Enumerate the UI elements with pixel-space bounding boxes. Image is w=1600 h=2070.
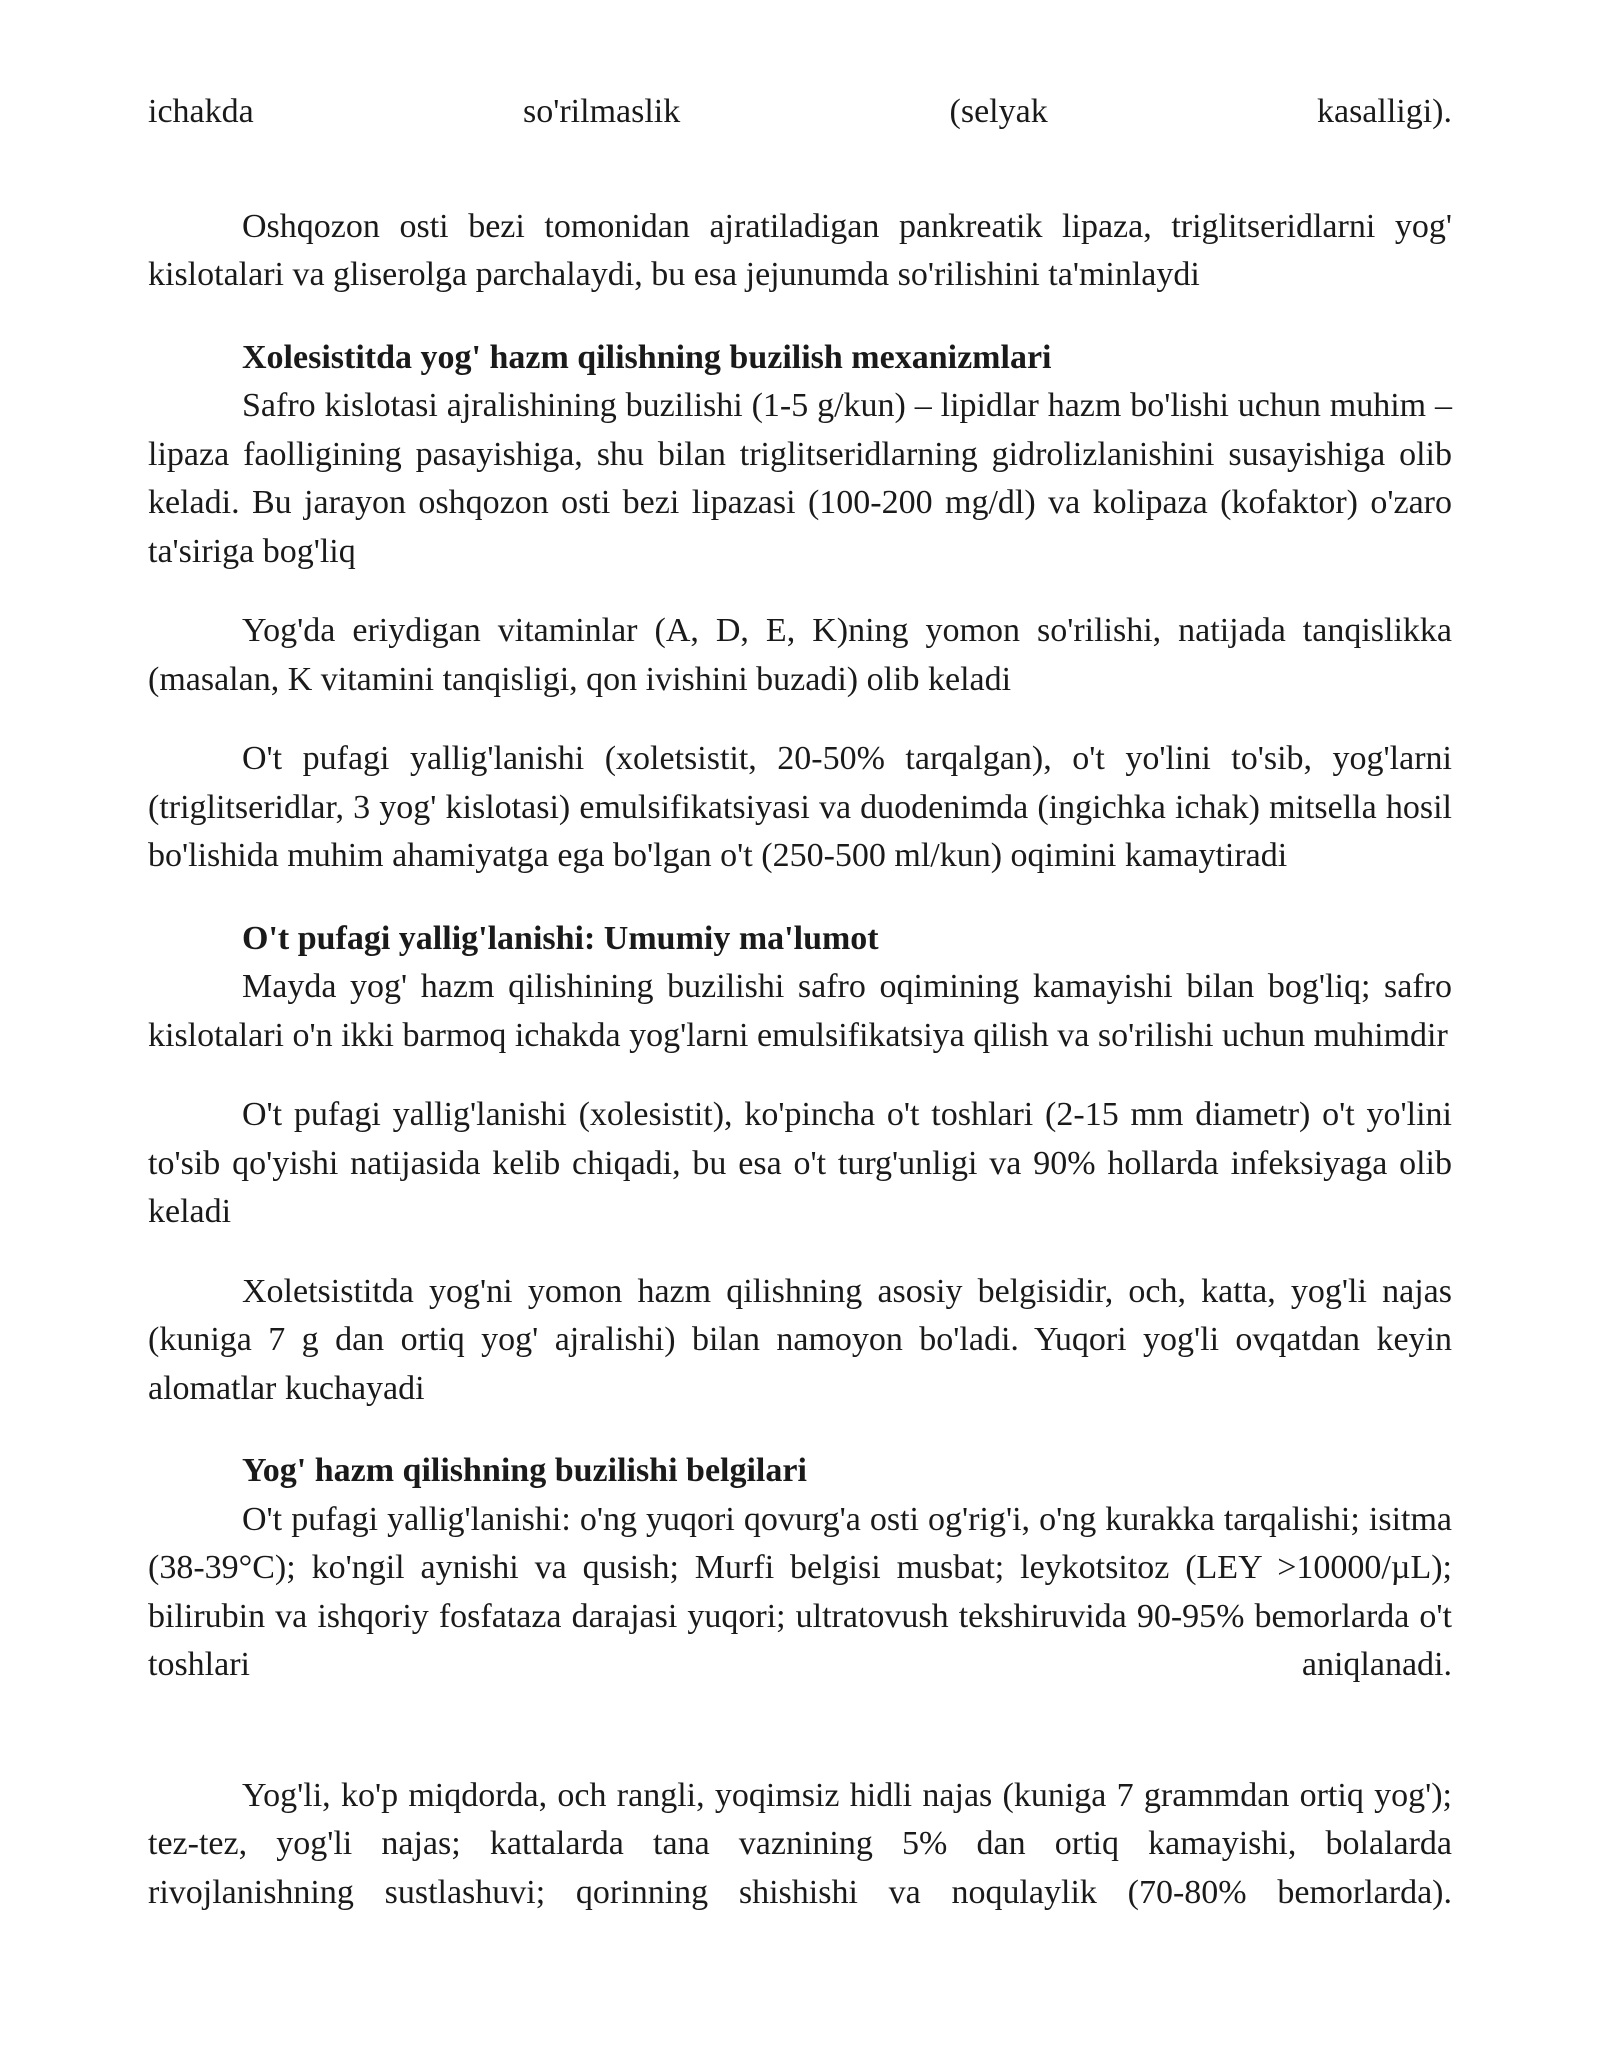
paragraph-steatorrhea: Xoletsistitda yog'ni yomon hazm qilishning asosiy belgisidir, och, katta, yog'li najas (kuniga 7 g dan ortiq yog' ajralishi) bilan namoyon bo'ladi. Yuqori yog'li ovqatdan keyin alomatlar kuchayadi — [148, 1272, 1452, 1407]
paragraph-gallstones: O't pufagi yallig'lanishi (xolesistit), ko'pincha o't toshlari (2-15 mm diametr) o't yo'lini to'sib qo'yishi natijasida kelib chiqadi, bu esa o't turg'unligi va 90% hollarda infeksiyaga olib keladi — [148, 1096, 1452, 1230]
paragraph-bile-flow: Mayda yog' hazm qilishining buzilishi safro oqimining kamayishi bilan bog'liq; safro kislotalari o'n ikki barmoq ichakda yog'larni emulsifikatsiya qilish va so'rilishi uchun muhimdir — [148, 968, 1452, 1054]
paragraph-stool-signs: Yog'li, ko'p miqdorda, och rangli, yoqimsiz hidli najas (kuniga 7 grammdan ortiq yog'); tez-tez, yog'li najas; kattalarda tana vaznining 5% dan ortiq kamayishi, bolalarda rivojlanishning sustlashuvi; qorinning shishishi va noqulaylik (70-80% bemorlarda). — [148, 1776, 1452, 1911]
paragraph-celiac-continuation: ichakda so'rilmaslik (selyak kasalligi). — [148, 93, 1452, 130]
heading-general-info: O't pufagi yallig'lanishi: Umumiy ma'lumot — [242, 919, 879, 957]
paragraph-pancreatic-lipase: Oshqozon osti bezi tomonidan ajratiladigan pankreatik lipaza, triglitseridlarni yog' kislotalari va gliserolga parchalaydi, bu esa jejunumda so'rilishini ta'minlaydi — [148, 207, 1452, 293]
paragraph-clinical-signs: O't pufagi yallig'lanishi: o'ng yuqori qovurg'a osti og'rig'i, o'ng kurakka tarqalishi; isitma (38-39°C); ko'ngil aynishi va qusish; Murfi belgisi musbat; leykotsitoz (LEY >10000/µL); bilirubin va ishqoriy fosfataza darajasi yuqori; ultratovush tekshiruvida 90-95% bemorlarda o't toshlari aniqlanadi. — [148, 1500, 1452, 1683]
heading-symptoms: Yog' hazm qilishning buzilishi belgilari — [242, 1452, 807, 1489]
heading-mechanisms: Xolesistitda yog' hazm qilishning buzilish mexanizmlari — [242, 338, 1052, 376]
paragraph-bile-acid: Safro kislotasi ajralishining buzilishi (1-5 g/kun) – lipidlar hazm bo'lishi uchun muhim – lipaza faolligining pasayishiga, shu bilan triglitseridlarning gidrolizlanishini susayishiga olib keladi. Bu jarayon oshqozon osti bezi lipazasi (100-200 mg/dl) va kolipaza (kofaktor) o'zaro ta'siriga bog'liq — [148, 387, 1452, 570]
paragraph-gallbladder-inflammation: O't pufagi yallig'lanishi (xoletsistit, 20-50% tarqalgan), o't yo'lini to'sib, yog'larni (triglitseridlar, 3 yog' kislotasi) emulsifikatsiyasi va duodenimda (ingichka ichak) mitsella hosil bo'lishida muhim ahamiyatga ega bo'lgan o't (250-500 ml/kun) oqimini kamaytiradi — [148, 740, 1452, 874]
document-page — [148, 88, 1452, 1917]
paragraph-vitamins: Yog'da eriydigan vitaminlar (A, D, E, K)ning yomon so'rilishi, natijada tanqislikka (masalan, K vitamini tanqisligi, qon ivishini buzadi) olib keladi — [148, 612, 1452, 698]
